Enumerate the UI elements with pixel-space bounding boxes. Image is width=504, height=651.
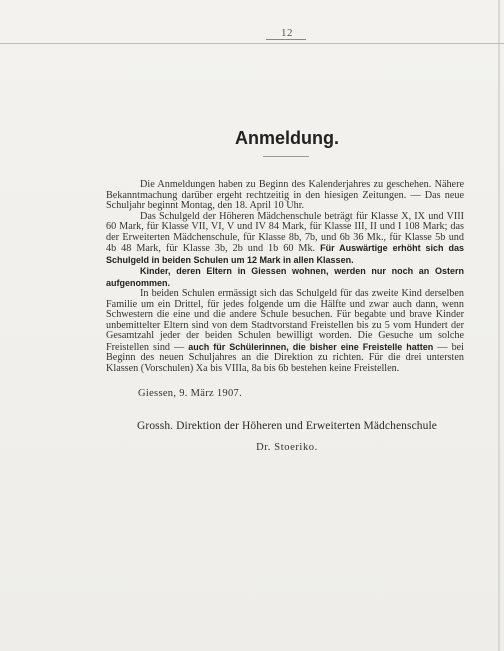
date-line: Giessen, 9. März 1907. — [138, 388, 242, 399]
admission-bold-note: Kinder, deren Eltern in Giessen wohnen, werden nur noch an Ostern aufgenommen. — [106, 266, 464, 288]
reductions-text-a: In beiden Schulen ermässigt sich das Schulgeld für das zweite Kind derselben Familie um ein Drittel, für jedes folgende um die Hälfte und zwar auch dann, wenn Schwestern die eine und die andere Schule besuchen. Für begabte und brave Kinder unbemittelter Eltern sind von dem Stadtvorstand Freistellen bis zu 5 vom Hundert der Gesamtzahl jeder der beiden Schulen bewilligt worden. Die Gesuche um solche Freistellen sind — — [106, 288, 464, 353]
paragraph-school-fees — [106, 212, 464, 267]
header-rule — [0, 43, 504, 44]
paragraph-admission-note — [106, 266, 464, 289]
signature-name: Dr. Stoeriko. — [256, 442, 318, 453]
page-number-underline — [266, 39, 306, 40]
body-text — [106, 180, 464, 374]
school-fees-bold-note: Für Auswärtige erhöht sich das Schulgeld in beiden Schulen um 12 Mark in allen Klassen. — [106, 243, 464, 265]
reductions-text-b: — bei Beginn des neuen Schuljahres an die Direktion zu richten. Für die drei untersten Klassen (Vorschulen) Xa bis VIIIa, 8a bis 6b bestehen keine Freistellen. — [106, 341, 465, 374]
paragraph-reductions — [106, 289, 464, 374]
page-edge — [498, 0, 500, 651]
school-fees-text: Das Schulgeld der Höheren Mädchenschule beträgt für Klasse X, IX und VIII 60 Mark, für Klasse VII, VI, V und IV 84 Mark, für Klasse III, II und I 108 Mark; das der Erweiterten Mädchenschule, für Klasse 8b, 7b, und 6b 36 Mk., für Klasse 5b und 4b 48 Mark, für Klasse 3b, 2b und 1b 60 Mk. — [106, 210, 464, 254]
reductions-bold-note: auch für Schülerinnen, die bisher eine Freistelle hatten — [188, 341, 434, 352]
signature-organization: Grossh. Direktion der Höheren und Erweiterten Mädchenschule — [136, 420, 437, 432]
paragraph-registration: Die Anmeldungen haben zu Beginn des Kalenderjahres zu geschehen. Nähere Bekanntmachung darüber ergeht rechtzeitig in den hiesigen Zeitungen. — Das neue Schuljahr beginnt Montag, den 18. April 10 Uhr. — [106, 179, 464, 211]
page-number: 12 — [281, 27, 293, 39]
title-rule — [263, 156, 309, 157]
page-title: Anmeldung. — [235, 128, 339, 148]
